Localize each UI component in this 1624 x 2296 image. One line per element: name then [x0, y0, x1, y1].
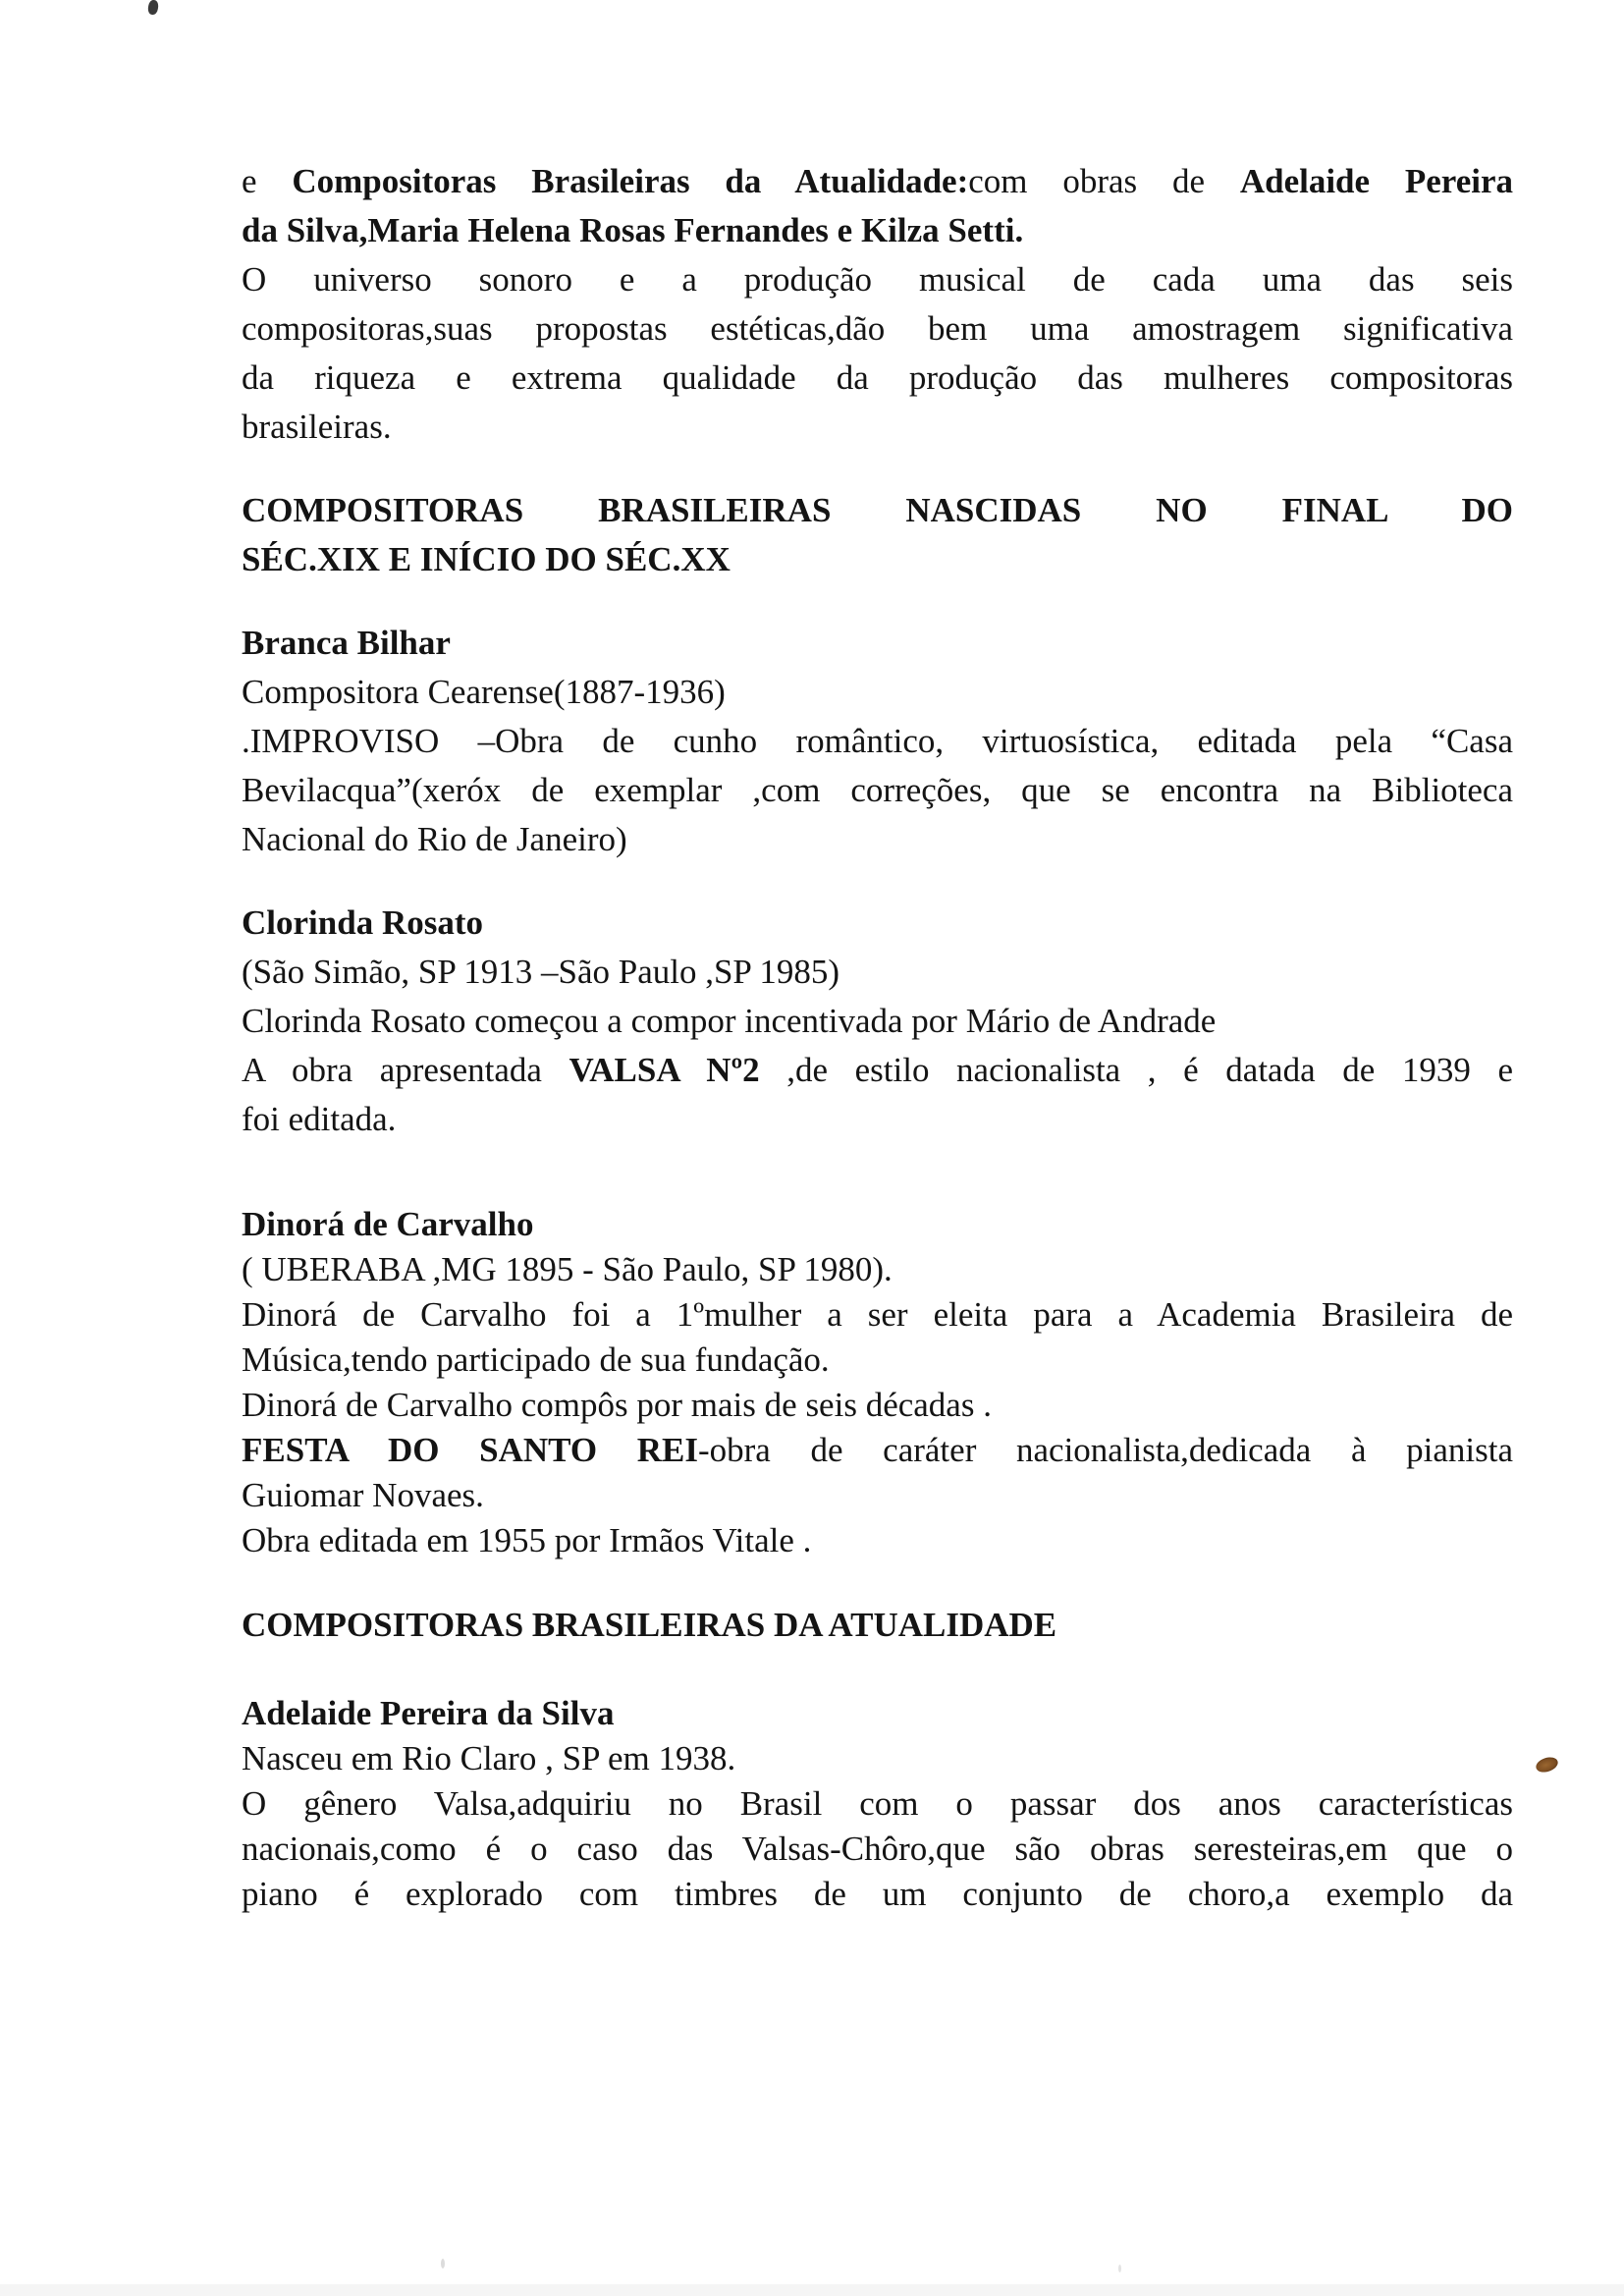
- text-segment: Bevilacqua”(xeróx de exemplar ,com correções, que se encontra na Biblioteca: [242, 771, 1513, 809]
- bold-text-segment: da Silva,Maria Helena Rosas Fernandes e Kilza Setti.: [242, 211, 1024, 249]
- text-segment: Nacional do Rio de Janeiro): [242, 820, 627, 858]
- text-line: [242, 403, 1513, 452]
- bold-text-segment: FESTA DO SANTO REI: [242, 1431, 698, 1469]
- text-segment: da riqueza e extrema qualidade da produção das mulheres compositoras: [242, 358, 1513, 397]
- text-line: [242, 535, 1513, 584]
- bold-text-segment: VALSA Nº2: [568, 1051, 760, 1089]
- scan-edge-strip: [0, 2284, 1624, 2296]
- text-segment: O gênero Valsa,adquiriu no Brasil com o passar dos anos características: [242, 1784, 1513, 1823]
- bold-text-segment: Dinorá de Carvalho: [242, 1205, 534, 1243]
- text-line: [242, 486, 1513, 535]
- text-segment: A obra apresentada: [242, 1051, 569, 1089]
- text-segment: brasileiras.: [242, 408, 392, 446]
- bold-text-segment: COMPOSITORAS BRASILEIRAS NASCIDAS NO FINAL DO: [242, 491, 1513, 529]
- text-line: [242, 255, 1513, 304]
- section-heading-nascidas: [242, 486, 1513, 584]
- text-segment: ( UBERABA ,MG 1895 - São Paulo, SP 1980).: [242, 1250, 893, 1288]
- section-heading-atualidade: [242, 1603, 1513, 1648]
- text-line: [242, 206, 1513, 255]
- text-line: [242, 1473, 1513, 1518]
- text-line: [242, 1292, 1513, 1338]
- scan-speck-icon: [441, 2259, 445, 2269]
- scan-speck-icon: [1118, 2265, 1121, 2272]
- text-segment: Nasceu em Rio Claro , SP em 1938.: [242, 1739, 736, 1777]
- text-segment: Dinorá de Carvalho compôs por mais de seis décadas .: [242, 1386, 992, 1424]
- text-segment: compositoras,suas propostas estéticas,dão bem uma amostragem significativa: [242, 309, 1513, 348]
- text-segment: Compositora Cearense(1887-1936): [242, 673, 726, 711]
- text-line: [242, 1691, 1513, 1736]
- text-segment: Música,tendo participado de sua fundação.: [242, 1340, 830, 1379]
- text-line: [242, 619, 1513, 668]
- text-line: [242, 1202, 1513, 1247]
- text-segment: Obra editada em 1955 por Irmãos Vitale .: [242, 1521, 812, 1559]
- entry-clorinda-rosato: [242, 899, 1513, 1144]
- text-line: [242, 1338, 1513, 1383]
- bold-text-segment: COMPOSITORAS BRASILEIRAS DA ATUALIDADE: [242, 1606, 1057, 1644]
- bold-text-segment: SÉC.XIX E INÍCIO DO SÉC.XX: [242, 540, 731, 578]
- bold-text-segment: Compositoras Brasileiras da Atualidade:: [292, 162, 969, 200]
- text-segment: Clorinda Rosato começou a compor incentivada por Mário de Andrade: [242, 1002, 1217, 1040]
- scan-stain-icon: [1534, 1755, 1559, 1775]
- bold-text-segment: Branca Bilhar: [242, 624, 451, 662]
- text-line: [242, 1046, 1513, 1095]
- text-segment: O universo sonoro e a produção musical de cada uma das seis: [242, 260, 1513, 299]
- text-line: [242, 899, 1513, 948]
- text-segment: ,de estilo nacionalista , é datada de 1939 e: [759, 1051, 1513, 1089]
- text-line: [242, 354, 1513, 403]
- text-line: [242, 815, 1513, 864]
- text-segment: e: [242, 162, 293, 200]
- text-line: [242, 1781, 1513, 1827]
- text-segment: nacionais,como é o caso das Valsas-Chôro,que são obras seresteiras,em que o: [242, 1830, 1513, 1868]
- text-line: [242, 1428, 1513, 1473]
- text-line: [242, 1872, 1513, 1917]
- text-line: [242, 1383, 1513, 1428]
- text-line: [242, 1827, 1513, 1872]
- text-line: [242, 1095, 1513, 1144]
- text-line: [242, 766, 1513, 815]
- text-line: [242, 717, 1513, 766]
- entry-dinora-de-carvalho: [242, 1202, 1513, 1563]
- text-line: [242, 304, 1513, 354]
- text-line: [242, 1518, 1513, 1563]
- document-content: [242, 157, 1513, 1917]
- bold-text-segment: Clorinda Rosato: [242, 903, 483, 942]
- bold-text-segment: Adelaide Pereira da Silva: [242, 1694, 615, 1732]
- text-segment: com obras de: [968, 162, 1240, 200]
- text-segment: piano é explorado com timbres de um conjunto de choro,a exemplo da: [242, 1875, 1513, 1913]
- text-line: [242, 1247, 1513, 1292]
- entry-adelaide-pereira-da-silva: [242, 1691, 1513, 1917]
- intro-paragraph: [242, 157, 1513, 452]
- bold-text-segment: Adelaide Pereira: [1239, 162, 1513, 200]
- text-line: [242, 948, 1513, 997]
- text-line: [242, 668, 1513, 717]
- scan-speck-icon: [147, 0, 159, 16]
- text-segment: Dinorá de Carvalho foi a 1ºmulher a ser eleita para a Academia Brasileira de: [242, 1295, 1513, 1334]
- text-line: [242, 157, 1513, 206]
- text-segment: foi editada.: [242, 1100, 397, 1138]
- text-line: [242, 997, 1513, 1046]
- entry-branca-bilhar: [242, 619, 1513, 864]
- text-line: [242, 1736, 1513, 1781]
- text-line: [242, 1603, 1513, 1648]
- text-segment: Guiomar Novaes.: [242, 1476, 484, 1514]
- text-segment: (São Simão, SP 1913 –São Paulo ,SP 1985): [242, 953, 839, 991]
- text-segment: -obra de caráter nacionalista,dedicada à pianista: [697, 1431, 1513, 1469]
- text-segment: .IMPROVISO –Obra de cunho romântico, virtuosística, editada pela “Casa: [242, 722, 1513, 760]
